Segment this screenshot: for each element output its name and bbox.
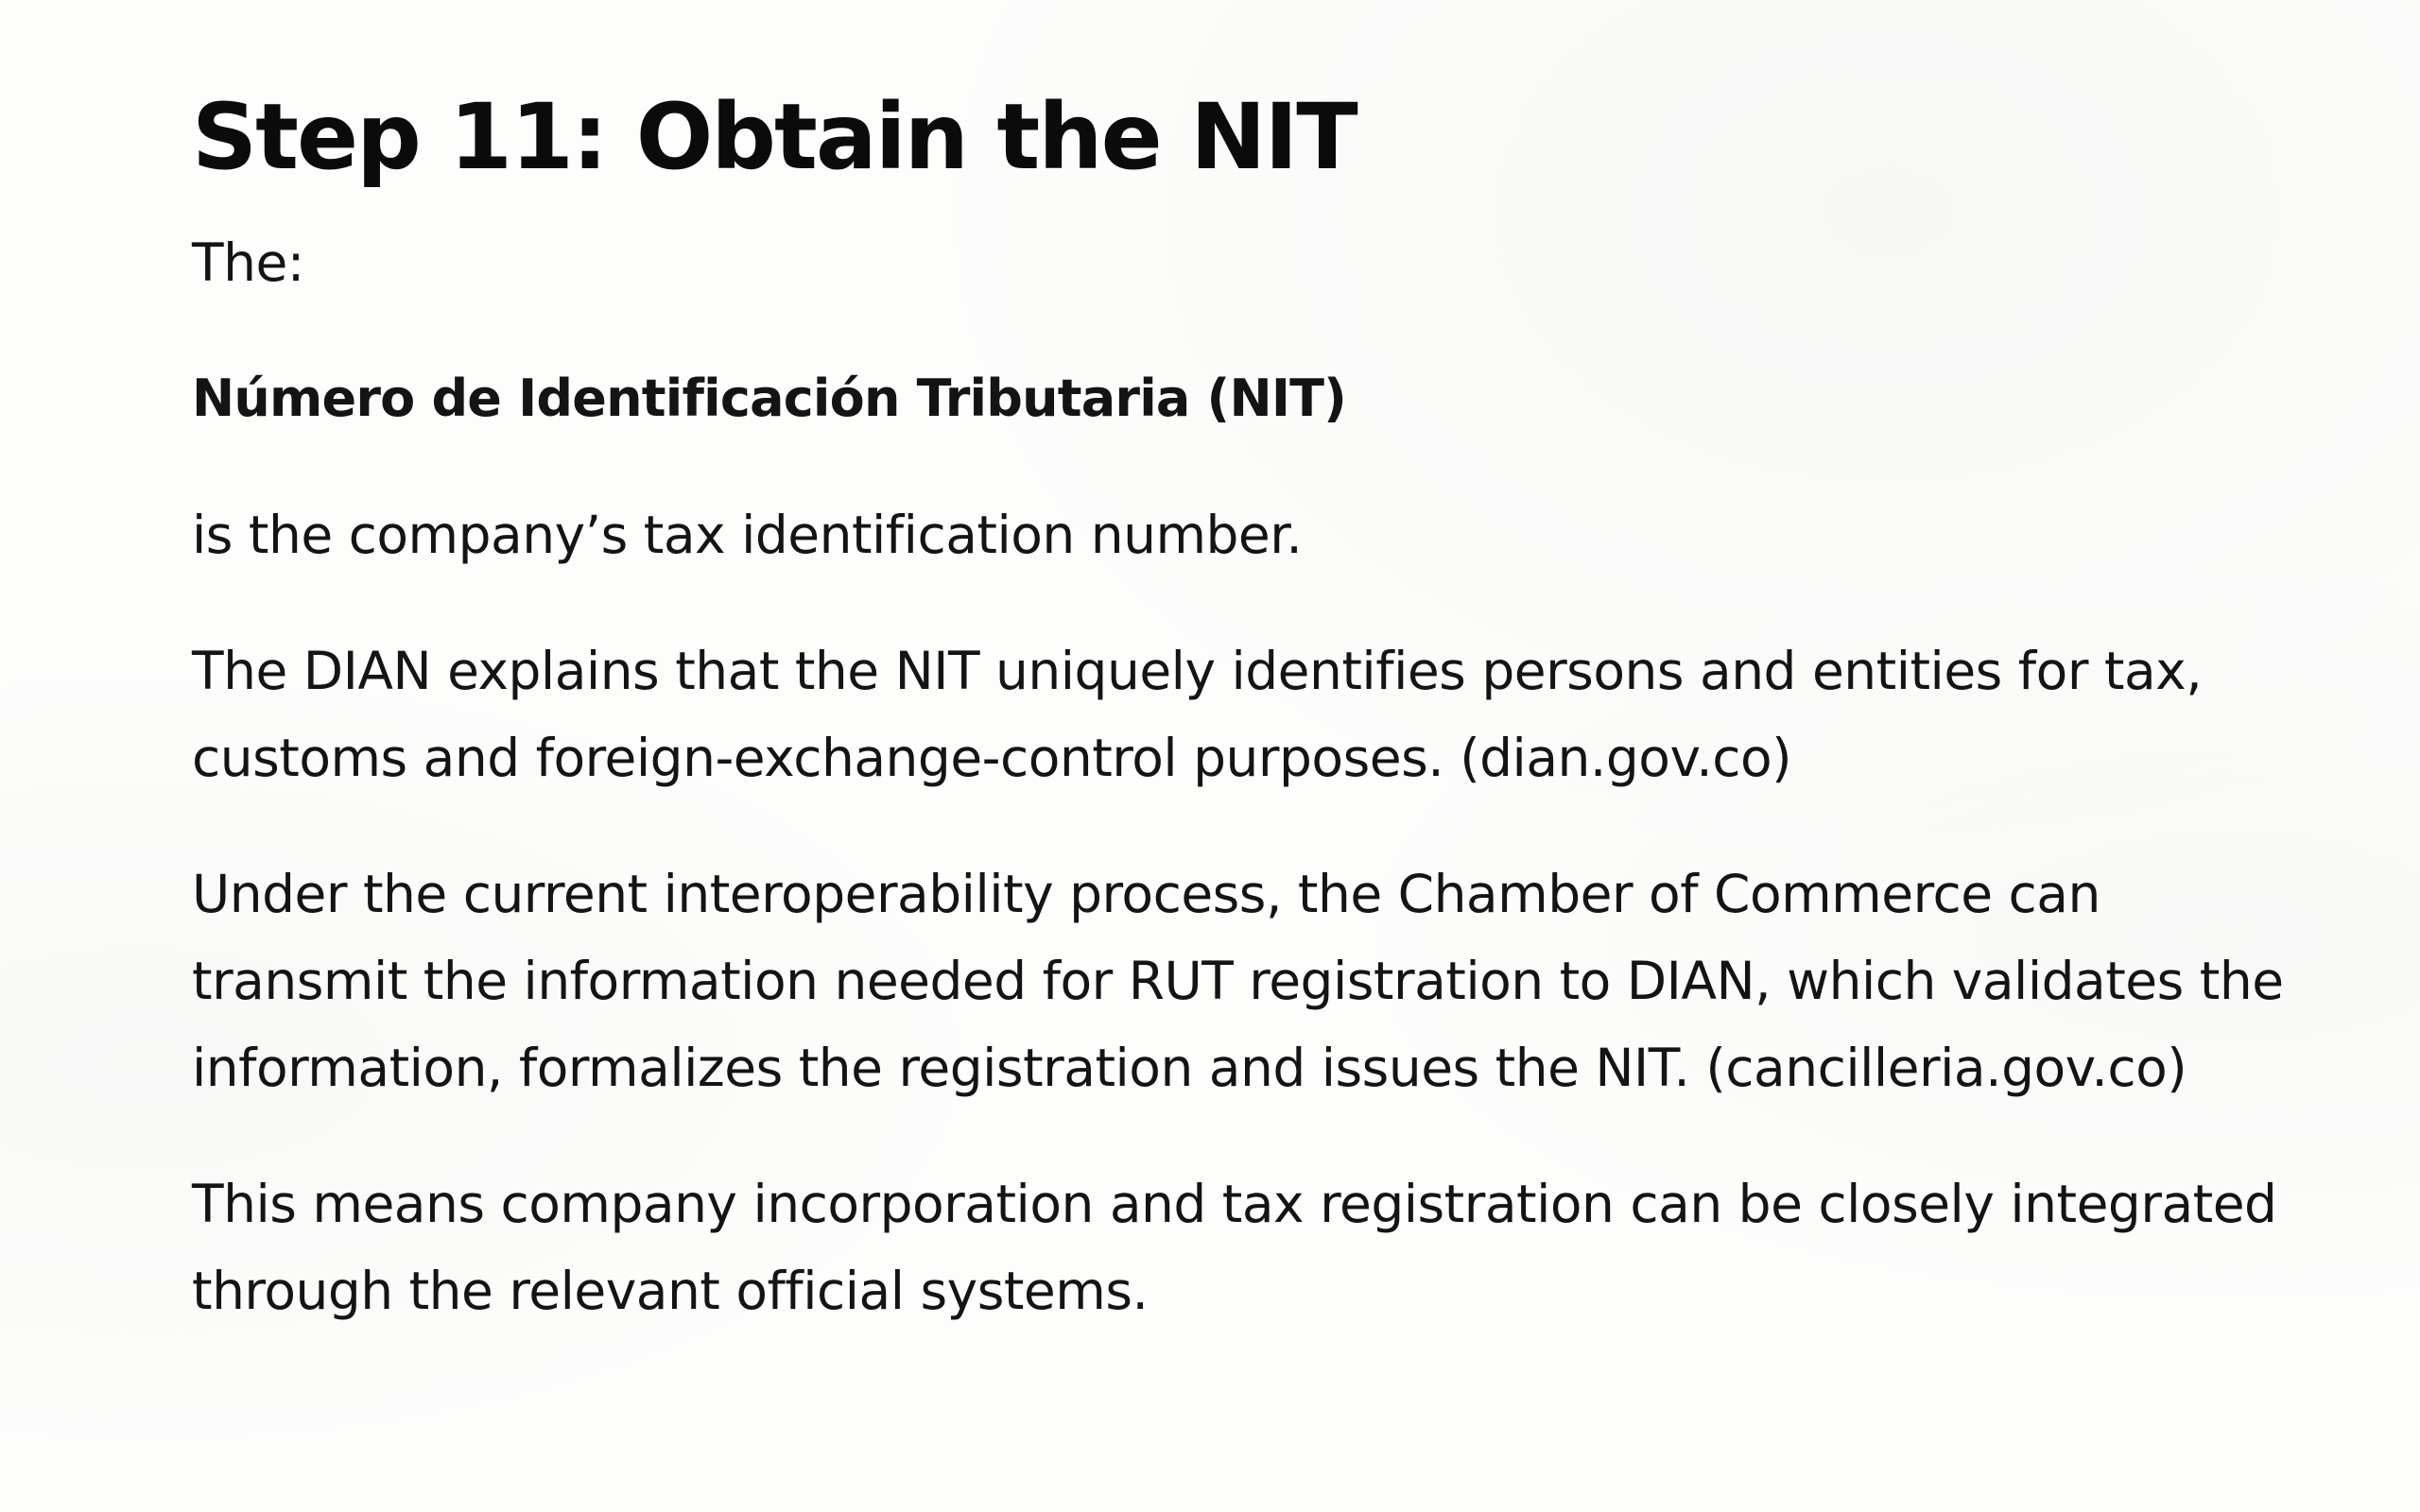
interoperability-paragraph: Under the current interoperability process, the Chamber of Commerce can transmit the information needed for RUT registration to DIAN, which validates the information, formalizes the registration and issues the NIT. (cancilleria.gov.co): [192, 864, 2284, 1098]
nit-definition: is the company’s tax identification number.: [192, 505, 1303, 565]
nit-term: Número de Identificación Tributaria (NIT): [192, 369, 1347, 428]
dian-paragraph: The DIAN explains that the NIT uniquely identifies persons and entities for tax, customs and foreign-exchange-control purposes. (dian.gov.co): [192, 641, 2203, 788]
step-heading: Step 11: Obtain the NIT: [192, 84, 1357, 190]
document-content: [192, 81, 2309, 1334]
summary-paragraph: This means company incorporation and tax registration can be closely integrated through the relevant official systems.: [192, 1174, 2277, 1321]
intro-text: The:: [192, 232, 304, 293]
